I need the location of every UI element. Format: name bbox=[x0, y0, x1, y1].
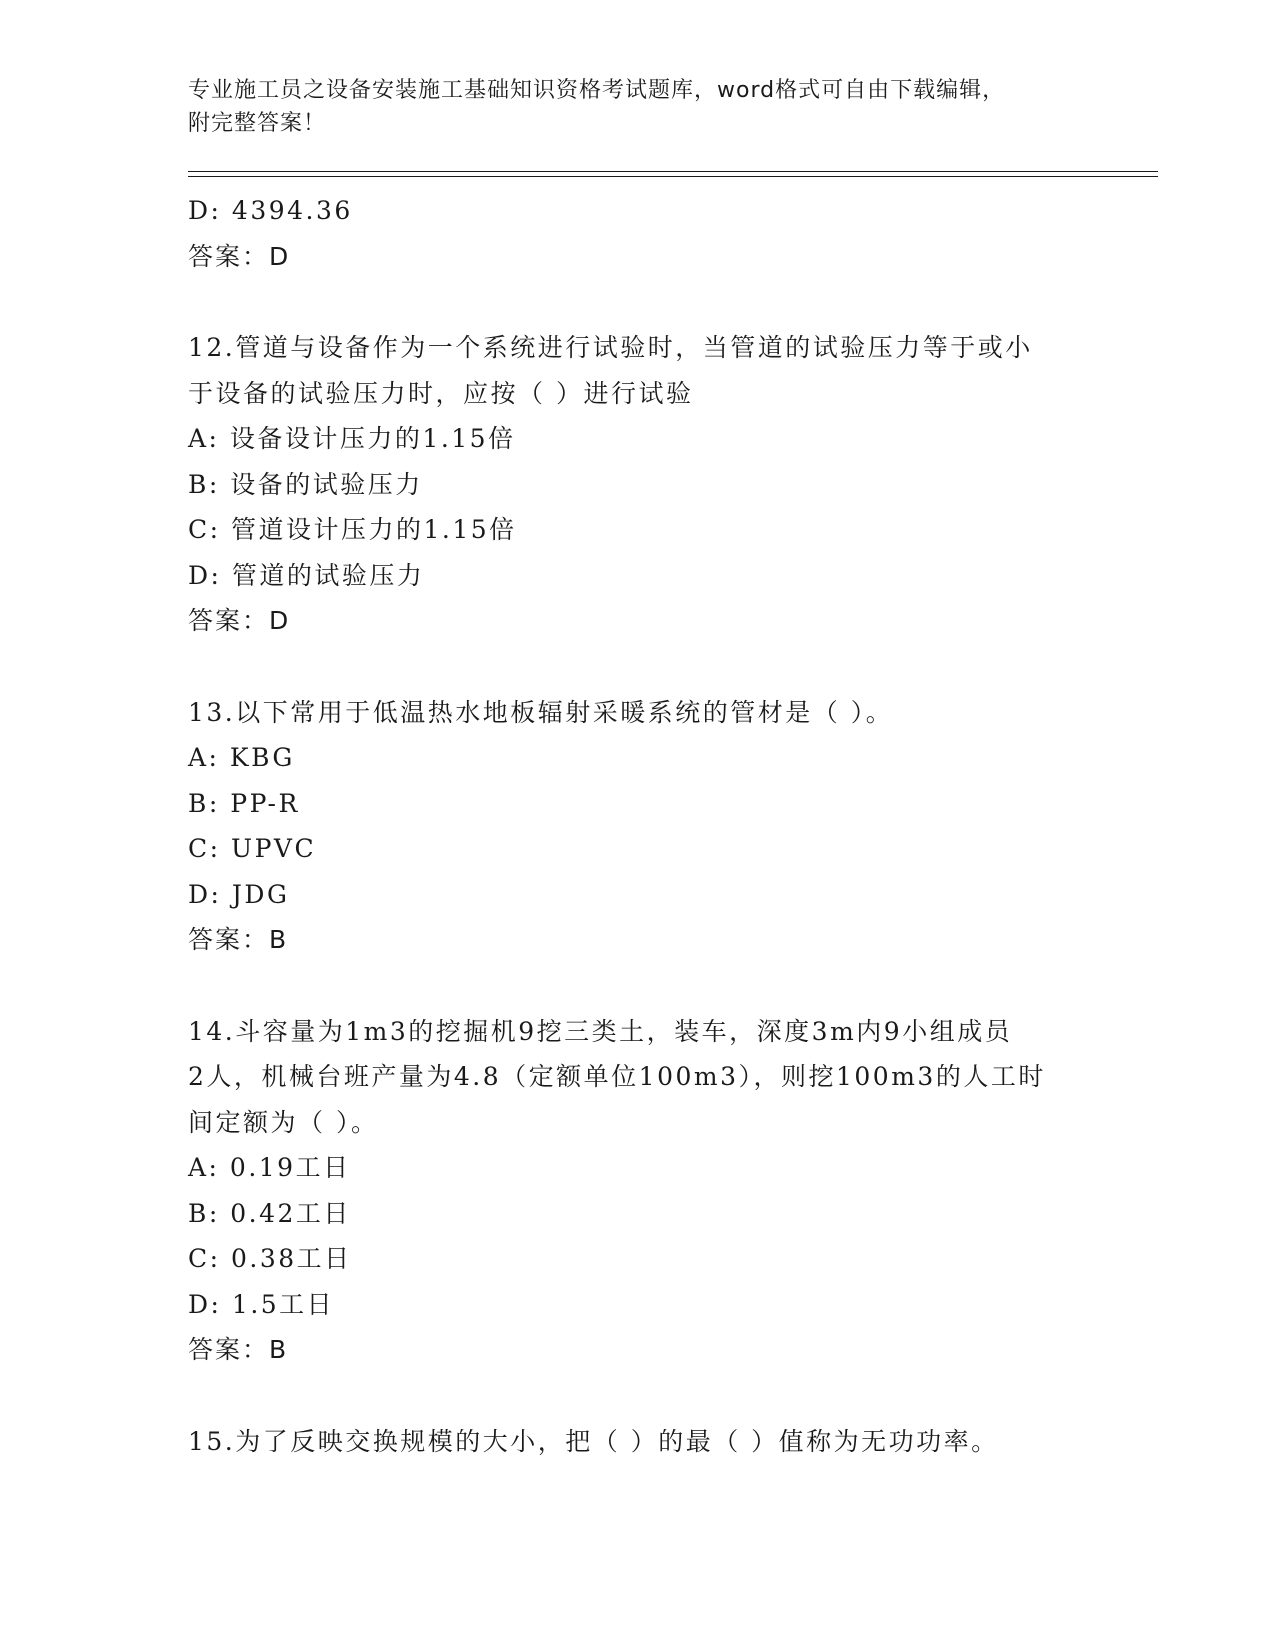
option-b: B: 设备的试验压力 bbox=[188, 469, 423, 499]
spacer bbox=[188, 644, 1088, 690]
answer-line: 答案：D bbox=[188, 606, 291, 635]
option-d: D: 1.5工日 bbox=[188, 1289, 335, 1319]
question-block-14 bbox=[188, 1009, 1088, 1373]
header-rule-bottom bbox=[188, 176, 1158, 177]
question-stem: 15.为了反映交换规模的大小，把（ ）的最（ ）值称为无功功率。 bbox=[188, 1426, 999, 1456]
document-header bbox=[188, 74, 1088, 140]
option-a: A: 设备设计压力的1.15倍 bbox=[188, 424, 516, 453]
option-d: D: 4394.36 bbox=[188, 196, 353, 225]
option-c: C: UPVC bbox=[188, 834, 317, 863]
question-stem: 12.管道与设备作为一个系统进行试验时，当管道的试验压力等于或小 bbox=[188, 333, 1033, 362]
option-a: A: 0.19工日 bbox=[188, 1153, 351, 1182]
answer-line: 答案：D bbox=[188, 241, 291, 271]
option-d: D: 管道的试验压力 bbox=[188, 560, 425, 590]
option-b: B: 0.42工日 bbox=[188, 1198, 351, 1228]
question-list bbox=[188, 188, 1088, 1464]
header-rule-top bbox=[188, 171, 1158, 172]
question-stem: 2人，机械台班产量为4.8（定额单位100m3），则挖100m3的人工时 bbox=[188, 1062, 1046, 1091]
question-stem: 于设备的试验压力时，应按（ ）进行试验 bbox=[188, 378, 694, 408]
answer-line: 答案：B bbox=[188, 1335, 289, 1364]
header-line-1: 专业施工员之设备安装施工基础知识资格考试题库，word格式可自由下载编辑， bbox=[188, 78, 1006, 103]
answer-line: 答案：B bbox=[188, 925, 289, 954]
question-block-15 bbox=[188, 1419, 1088, 1465]
question-block-prev bbox=[188, 188, 1088, 279]
option-c: C: 0.38工日 bbox=[188, 1244, 352, 1273]
question-stem: 13.以下常用于低温热水地板辐射采暖系统的管材是（ ）。 bbox=[188, 697, 894, 727]
header-line-2: 附完整答案！ bbox=[188, 111, 327, 136]
spacer bbox=[188, 279, 1088, 325]
spacer bbox=[188, 963, 1088, 1009]
option-c: C: 管道设计压力的1.15倍 bbox=[188, 515, 517, 544]
spacer bbox=[188, 1373, 1088, 1419]
question-block-12 bbox=[188, 325, 1088, 644]
option-d: D: JDG bbox=[188, 879, 290, 909]
question-stem: 14.斗容量为1m3的挖掘机9挖三类土，装车，深度3m内9小组成员 bbox=[188, 1016, 1013, 1046]
option-b: B: PP-R bbox=[188, 788, 300, 818]
question-stem: 间定额为（ ）。 bbox=[188, 1107, 379, 1137]
question-block-13 bbox=[188, 690, 1088, 963]
option-a: A: KBG bbox=[188, 743, 295, 772]
